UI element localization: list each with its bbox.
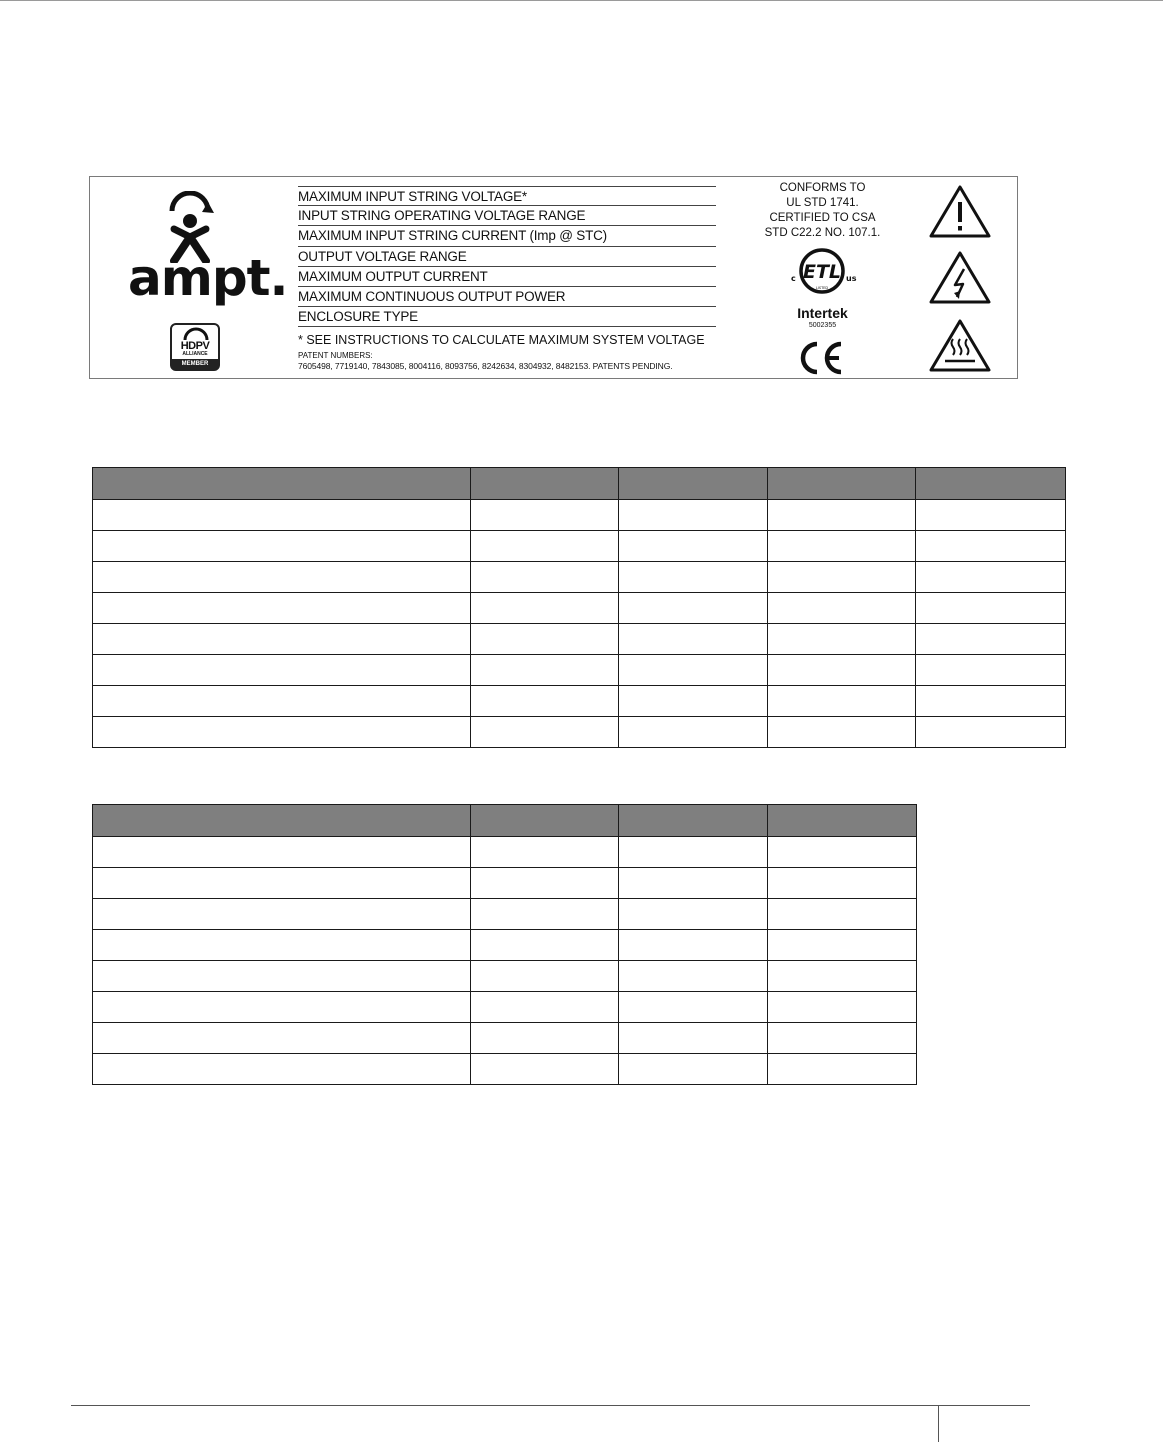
label-spec-lines (298, 186, 716, 327)
caution-icon (928, 183, 992, 239)
brand-name: ampt. (128, 249, 288, 307)
hot-surface-icon (928, 317, 992, 373)
header-cell (93, 805, 471, 837)
header-cell (619, 468, 768, 500)
arc-icon (182, 327, 210, 341)
etl-us: us (846, 274, 857, 283)
table-cell (768, 624, 916, 655)
table-cell (471, 837, 619, 868)
table-row (93, 531, 1066, 562)
table-cell (619, 686, 768, 717)
table-cell (619, 930, 768, 961)
table-cell (768, 500, 916, 531)
table-header-row (93, 468, 1066, 500)
etl-letters: ETL (802, 261, 842, 283)
etl-c: c (791, 274, 796, 283)
table-row (93, 837, 917, 868)
table-cell (916, 593, 1066, 624)
spec-line: ENCLOSURE TYPE (298, 307, 716, 327)
table-cell (619, 562, 768, 593)
table-cell (619, 593, 768, 624)
table-cell (619, 624, 768, 655)
table-cell (93, 930, 471, 961)
table-cell (916, 624, 1066, 655)
table-row (93, 899, 917, 930)
header-cell (471, 468, 619, 500)
table-cell (93, 562, 471, 593)
table-cell (471, 868, 619, 899)
table-cell (471, 1023, 619, 1054)
table-cell (768, 1023, 917, 1054)
table-cell (471, 686, 619, 717)
spec-line: OUTPUT VOLTAGE RANGE (298, 247, 716, 267)
table-cell (93, 593, 471, 624)
table-cell (93, 655, 471, 686)
spec-line: INPUT STRING OPERATING VOLTAGE RANGE (298, 206, 716, 226)
table-cell (93, 531, 471, 562)
table-cell (916, 531, 1066, 562)
table-cell (768, 562, 916, 593)
table-cell (768, 686, 916, 717)
voltage-note: * SEE INSTRUCTIONS TO CALCULATE MAXIMUM SYSTEM VOLTAGE (298, 333, 705, 347)
table-header-row (93, 805, 917, 837)
table-cell (471, 899, 619, 930)
spec-line: MAXIMUM INPUT STRING CURRENT (Imp @ STC) (298, 226, 716, 246)
table-cell (471, 717, 619, 748)
cert-line: STD C22.2 NO. 107.1. (764, 227, 881, 239)
patent-title: PATENT NUMBERS: (298, 351, 373, 360)
table-cell (93, 686, 471, 717)
table-cell (93, 1054, 471, 1085)
table-cell (619, 655, 768, 686)
header-cell (619, 805, 768, 837)
table-cell (916, 686, 1066, 717)
top-rule (0, 0, 1163, 1)
etl-listed: LISTED (815, 286, 829, 290)
table-cell (916, 655, 1066, 686)
specification-table-1 (92, 467, 1066, 748)
table-row (93, 624, 1066, 655)
table-cell (768, 655, 916, 686)
hdpv-alliance-badge (170, 323, 220, 371)
table-cell (93, 500, 471, 531)
table-cell (768, 593, 916, 624)
table-cell (471, 624, 619, 655)
table-cell (93, 899, 471, 930)
table-cell (471, 562, 619, 593)
hdpv-text: HDPV (180, 340, 210, 352)
footer-separator (938, 1406, 939, 1442)
table-cell (93, 717, 471, 748)
cert-line: CONFORMS TO (779, 182, 866, 194)
table-cell (768, 837, 917, 868)
table-row (93, 562, 1066, 593)
table-cell (619, 992, 768, 1023)
table-cell (916, 562, 1066, 593)
table-cell (768, 899, 917, 930)
table-cell (768, 961, 917, 992)
table-cell (471, 961, 619, 992)
table-cell (471, 655, 619, 686)
table-row (93, 930, 917, 961)
table-row (93, 686, 1066, 717)
table-cell (93, 837, 471, 868)
ce-mark-icon (797, 339, 847, 377)
table-cell (619, 717, 768, 748)
table-cell (768, 531, 916, 562)
intertek-name: Intertek (797, 305, 848, 321)
table-cell (768, 992, 917, 1023)
cert-line: CERTIFIED TO CSA (769, 212, 876, 224)
table-cell (768, 1054, 917, 1085)
spec-line: MAXIMUM OUTPUT CURRENT (298, 267, 716, 287)
header-cell (916, 468, 1066, 500)
table-cell (619, 868, 768, 899)
footer-rule (71, 1405, 1030, 1406)
brand-logo (120, 183, 288, 373)
table-row (93, 992, 917, 1023)
header-cell (768, 468, 916, 500)
product-label (89, 176, 1018, 379)
table-cell (471, 992, 619, 1023)
table-row (93, 1054, 917, 1085)
certification-block (745, 181, 900, 329)
spec-line: MAXIMUM INPUT STRING VOLTAGE* (298, 186, 716, 206)
table-cell (619, 1023, 768, 1054)
table-cell (471, 593, 619, 624)
table-cell (471, 531, 619, 562)
specification-table-2 (92, 804, 917, 1085)
table-cell (619, 500, 768, 531)
table-cell (471, 930, 619, 961)
spec-line: MAXIMUM CONTINUOUS OUTPUT POWER (298, 287, 716, 307)
electric-shock-icon (928, 249, 992, 305)
table-row (93, 717, 1066, 748)
table-cell (93, 868, 471, 899)
table-cell (93, 992, 471, 1023)
table-cell (471, 500, 619, 531)
hdpv-member-strip: MEMBER (172, 359, 218, 369)
table-row (93, 655, 1066, 686)
table-row (93, 593, 1066, 624)
table-cell (768, 868, 917, 899)
table-row (93, 500, 1066, 531)
etl-listed-mark-icon (785, 247, 859, 297)
table-row (93, 961, 917, 992)
header-cell (471, 805, 619, 837)
header-cell (93, 468, 471, 500)
table-cell (768, 930, 917, 961)
table-row (93, 1023, 917, 1054)
table-cell (93, 624, 471, 655)
table-cell (471, 1054, 619, 1085)
table-row (93, 868, 917, 899)
table-cell (619, 531, 768, 562)
table-cell (93, 961, 471, 992)
table-cell (93, 1023, 471, 1054)
table-cell (916, 500, 1066, 531)
cert-line: UL STD 1741. (786, 197, 859, 209)
table-cell (619, 899, 768, 930)
header-cell (768, 805, 917, 837)
table-cell (768, 717, 916, 748)
hdpv-subtext: ALLIANCE (182, 351, 208, 357)
table-cell (619, 837, 768, 868)
intertek-number: 5002355 (808, 322, 837, 329)
table-cell (619, 1054, 768, 1085)
patent-list: 7605498, 7719140, 7843085, 8004116, 8093756, 8242634, 8304932, 8482153. PATENTS PENDING. (298, 361, 673, 371)
table-cell (916, 717, 1066, 748)
table-cell (619, 961, 768, 992)
